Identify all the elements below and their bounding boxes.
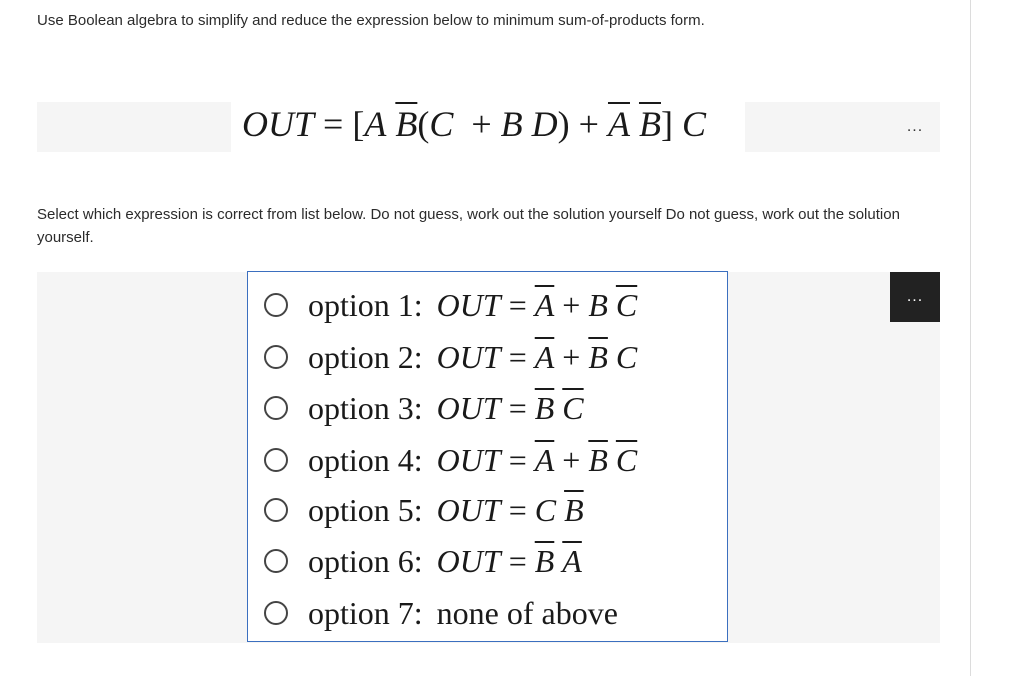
radio-button[interactable] — [264, 549, 288, 573]
radio-button[interactable] — [264, 498, 288, 522]
option-5[interactable]: option 5: OUT = C $\overline{B}$ — [264, 486, 584, 534]
ellipsis-icon: ... — [906, 288, 924, 305]
option-3[interactable]: option 3: OUT = $\overline{B}$ $\overline{C}$ — [264, 384, 584, 432]
radio-button[interactable] — [264, 448, 288, 472]
boolean-expression: OUT = [A $\overline{B}(C + B$ $D) + \overline{A}$ $\overline{B}$] C — [242, 104, 706, 144]
option-6[interactable]: option 6: OUT = $\overline{B}$ $\overline{A}$ — [264, 537, 582, 585]
more-options-button-active[interactable] — [890, 272, 940, 322]
radio-button[interactable] — [264, 601, 288, 625]
select-prompt: Select which expression is correct from list below. Do not guess, work out the solution yourself Do not guess, work out the solution yourself. — [37, 206, 900, 246]
more-options-button[interactable] — [890, 102, 940, 152]
option-2[interactable]: option 2: OUT = $\overline{A}$ + $\overline{B}$ C — [264, 333, 637, 381]
answer-options — [247, 271, 728, 642]
radio-button[interactable] — [264, 396, 288, 420]
ellipsis-icon: ... — [906, 118, 924, 135]
question-instruction: Use Boolean algebra to simplify and reduce the expression below to minimum sum-of-products form. — [37, 12, 705, 29]
radio-button[interactable] — [264, 293, 288, 317]
option-1[interactable]: option 1: OUT = $\overline{A}$ + B $\overline{C}$ — [264, 281, 637, 329]
option-4[interactable]: option 4: OUT = $\overline{A}$ + $\overline{B}$ $\overline{C}$ — [264, 436, 637, 484]
radio-button[interactable] — [264, 345, 288, 369]
option-7[interactable]: option 7: none of above — [264, 589, 618, 637]
page-divider — [970, 0, 971, 676]
